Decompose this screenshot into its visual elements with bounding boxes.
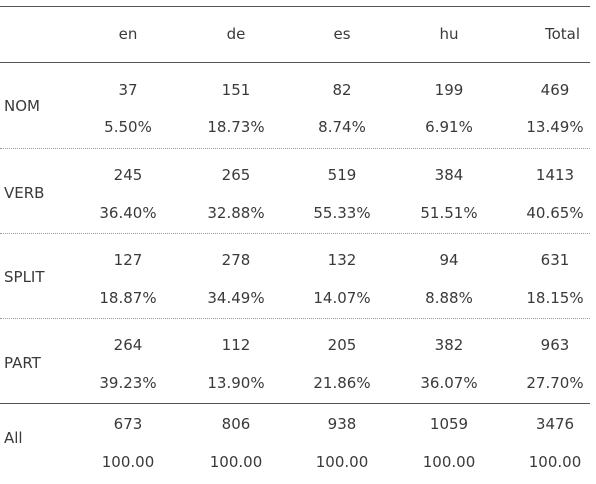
count-cell: 127 xyxy=(113,251,143,269)
percent-cell: 34.49% xyxy=(207,289,265,307)
row-label-verb: VERB xyxy=(4,184,45,202)
percent-cell: 18.87% xyxy=(99,289,157,307)
percent-cell-total: 13.49% xyxy=(526,118,584,136)
column-header-en: en xyxy=(118,25,138,43)
percent-cell-total: 18.15% xyxy=(526,289,584,307)
percent-cell: 36.07% xyxy=(420,374,478,392)
row-separator xyxy=(0,318,590,319)
percent-cell-total: 40.65% xyxy=(526,204,584,222)
percent-cell: 55.33% xyxy=(313,204,371,222)
percent-cell: 14.07% xyxy=(313,289,371,307)
percent-cell: 100.00 xyxy=(101,453,155,471)
count-cell: 112 xyxy=(221,336,251,354)
count-cell: 205 xyxy=(327,336,357,354)
column-header-es: es xyxy=(333,25,351,43)
count-cell: 94 xyxy=(439,251,459,269)
percent-cell: 5.50% xyxy=(104,118,152,136)
count-cell: 673 xyxy=(113,415,143,433)
row-label-part: PART xyxy=(4,354,41,372)
column-header-total: Total xyxy=(544,25,580,43)
count-cell: 151 xyxy=(221,81,251,99)
percent-cell: 13.90% xyxy=(207,374,265,392)
percent-cell: 100.00 xyxy=(209,453,263,471)
count-cell-total: 1413 xyxy=(535,166,575,184)
count-cell: 519 xyxy=(327,166,357,184)
row-label-nom: NOM xyxy=(4,97,40,115)
count-cell: 384 xyxy=(434,166,464,184)
count-cell: 199 xyxy=(434,81,464,99)
row-label-all: All xyxy=(4,429,23,447)
percent-cell: 21.86% xyxy=(313,374,371,392)
percent-cell: 51.51% xyxy=(420,204,478,222)
percent-cell: 8.74% xyxy=(318,118,366,136)
count-cell: 245 xyxy=(113,166,143,184)
count-cell: 132 xyxy=(327,251,357,269)
count-cell-total: 469 xyxy=(540,81,570,99)
count-cell: 264 xyxy=(113,336,143,354)
count-cell: 1059 xyxy=(429,415,469,433)
row-separator xyxy=(0,233,590,234)
percent-cell: 100.00 xyxy=(315,453,369,471)
count-cell: 382 xyxy=(434,336,464,354)
percent-cell-total: 100.00 xyxy=(528,453,582,471)
row-separator xyxy=(0,148,590,149)
count-cell-total: 3476 xyxy=(535,415,575,433)
count-cell-total: 631 xyxy=(540,251,570,269)
percent-cell: 36.40% xyxy=(99,204,157,222)
count-cell: 938 xyxy=(327,415,357,433)
count-cell: 37 xyxy=(118,81,138,99)
column-header-de: de xyxy=(226,25,246,43)
table-header-rule xyxy=(0,62,590,63)
count-cell-total: 963 xyxy=(540,336,570,354)
table-total-rule xyxy=(0,403,590,404)
percent-cell: 39.23% xyxy=(99,374,157,392)
table-top-rule xyxy=(0,6,590,7)
percent-cell-total: 27.70% xyxy=(526,374,584,392)
percent-cell: 18.73% xyxy=(207,118,265,136)
count-cell: 82 xyxy=(332,81,352,99)
count-cell: 806 xyxy=(221,415,251,433)
percent-cell: 6.91% xyxy=(425,118,473,136)
count-cell: 265 xyxy=(221,166,251,184)
percent-cell: 100.00 xyxy=(422,453,476,471)
column-header-hu: hu xyxy=(439,25,459,43)
count-cell: 278 xyxy=(221,251,251,269)
row-label-split: SPLIT xyxy=(4,268,45,286)
percent-cell: 8.88% xyxy=(425,289,473,307)
percent-cell: 32.88% xyxy=(207,204,265,222)
